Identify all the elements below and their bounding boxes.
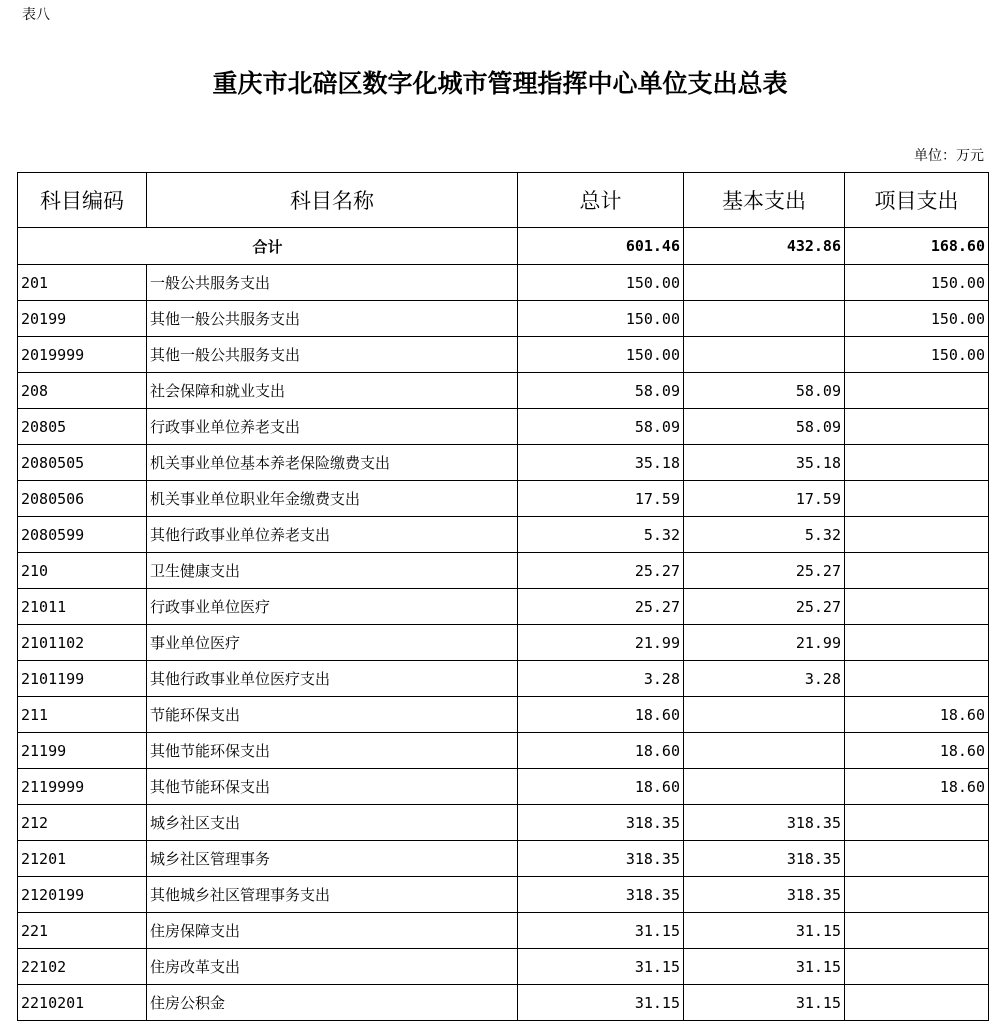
row-project [845,445,989,481]
table-row [18,481,989,517]
row-code: 2080599 [18,517,147,553]
total-row [18,228,989,265]
row-project [845,517,989,553]
table-row [18,301,989,337]
row-name: 其他城乡社区管理事务支出 [147,877,518,913]
total-sum: 601.46 [518,228,684,265]
row-basic: 318.35 [684,805,845,841]
row-total: 58.09 [518,373,684,409]
row-project [845,877,989,913]
row-basic: 5.32 [684,517,845,553]
table-row [18,805,989,841]
table-row [18,625,989,661]
table-row [18,409,989,445]
row-project: 18.60 [845,733,989,769]
table-row [18,373,989,409]
table-row [18,913,989,949]
row-project: 18.60 [845,769,989,805]
row-basic [684,769,845,805]
row-project [845,841,989,877]
row-code: 201 [18,265,147,301]
column-header-basic: 基本支出 [684,173,845,228]
row-total: 35.18 [518,445,684,481]
table-row [18,337,989,373]
row-total: 18.60 [518,697,684,733]
table-row [18,661,989,697]
row-name: 其他节能环保支出 [147,733,518,769]
row-name: 机关事业单位职业年金缴费支出 [147,481,518,517]
row-name: 住房保障支出 [147,913,518,949]
row-total: 150.00 [518,265,684,301]
unit-note: 单位：万元 [914,148,984,164]
row-total: 31.15 [518,949,684,985]
row-code: 2119999 [18,769,147,805]
row-total: 318.35 [518,805,684,841]
table-number-label: 表八 [22,7,50,23]
row-code: 2080505 [18,445,147,481]
row-basic: 58.09 [684,373,845,409]
table-row [18,769,989,805]
row-total: 318.35 [518,841,684,877]
table-row [18,553,989,589]
row-total: 150.00 [518,301,684,337]
row-project [845,409,989,445]
row-code: 2080506 [18,481,147,517]
row-project [845,589,989,625]
row-basic: 25.27 [684,589,845,625]
row-name: 其他一般公共服务支出 [147,301,518,337]
page-title: 重庆市北碚区数字化城市管理指挥中心单位支出总表 [212,69,788,98]
row-total: 18.60 [518,769,684,805]
row-code: 20199 [18,301,147,337]
row-name: 其他行政事业单位医疗支出 [147,661,518,697]
row-total: 5.32 [518,517,684,553]
row-code: 2101199 [18,661,147,697]
row-code: 22102 [18,949,147,985]
row-name: 住房改革支出 [147,949,518,985]
row-basic: 318.35 [684,841,845,877]
row-code: 21011 [18,589,147,625]
table-row [18,517,989,553]
row-code: 21201 [18,841,147,877]
row-basic: 318.35 [684,877,845,913]
table-row [18,841,989,877]
row-name: 其他行政事业单位养老支出 [147,517,518,553]
column-header-code: 科目编码 [18,173,147,228]
row-project: 150.00 [845,337,989,373]
row-basic: 31.15 [684,913,845,949]
row-basic: 21.99 [684,625,845,661]
row-name: 住房公积金 [147,985,518,1021]
table-row [18,877,989,913]
row-total: 31.15 [518,913,684,949]
row-name: 卫生健康支出 [147,553,518,589]
row-name: 事业单位医疗 [147,625,518,661]
table-row [18,445,989,481]
row-project: 150.00 [845,301,989,337]
column-header-name: 科目名称 [147,173,518,228]
row-basic [684,301,845,337]
row-total: 150.00 [518,337,684,373]
row-project [845,985,989,1021]
total-basic: 432.86 [684,228,845,265]
row-code: 212 [18,805,147,841]
row-basic: 31.15 [684,985,845,1021]
table-row [18,697,989,733]
row-code: 21199 [18,733,147,769]
row-code: 208 [18,373,147,409]
row-total: 17.59 [518,481,684,517]
row-basic: 17.59 [684,481,845,517]
row-name: 其他节能环保支出 [147,769,518,805]
row-code: 2019999 [18,337,147,373]
row-name: 城乡社区支出 [147,805,518,841]
row-project: 18.60 [845,697,989,733]
row-project [845,913,989,949]
table-row [18,265,989,301]
column-header-project: 项目支出 [845,173,989,228]
row-total: 58.09 [518,409,684,445]
row-basic [684,337,845,373]
row-project [845,373,989,409]
row-basic: 25.27 [684,553,845,589]
row-name: 行政事业单位养老支出 [147,409,518,445]
table-row [18,949,989,985]
row-project [845,805,989,841]
row-basic [684,733,845,769]
row-code: 210 [18,553,147,589]
row-code: 2120199 [18,877,147,913]
row-name: 节能环保支出 [147,697,518,733]
row-total: 318.35 [518,877,684,913]
table-header-row [18,173,989,228]
row-name: 行政事业单位医疗 [147,589,518,625]
row-total: 21.99 [518,625,684,661]
row-basic: 58.09 [684,409,845,445]
row-basic: 35.18 [684,445,845,481]
row-project [845,625,989,661]
total-label: 合计 [18,228,518,265]
row-total: 18.60 [518,733,684,769]
row-name: 社会保障和就业支出 [147,373,518,409]
row-basic: 3.28 [684,661,845,697]
column-header-total: 总计 [518,173,684,228]
row-project [845,661,989,697]
row-name: 一般公共服务支出 [147,265,518,301]
table-row [18,985,989,1021]
table-row [18,733,989,769]
row-name: 机关事业单位基本养老保险缴费支出 [147,445,518,481]
row-project [845,553,989,589]
row-code: 20805 [18,409,147,445]
row-name: 其他一般公共服务支出 [147,337,518,373]
row-project: 150.00 [845,265,989,301]
row-total: 31.15 [518,985,684,1021]
row-project [845,949,989,985]
total-project: 168.60 [845,228,989,265]
row-basic [684,697,845,733]
row-project [845,481,989,517]
row-basic: 31.15 [684,949,845,985]
row-total: 3.28 [518,661,684,697]
row-code: 211 [18,697,147,733]
row-code: 2101102 [18,625,147,661]
row-code: 2210201 [18,985,147,1021]
table-row [18,589,989,625]
row-total: 25.27 [518,553,684,589]
expenditure-table [17,172,989,1021]
row-name: 城乡社区管理事务 [147,841,518,877]
row-total: 25.27 [518,589,684,625]
row-code: 221 [18,913,147,949]
row-basic [684,265,845,301]
